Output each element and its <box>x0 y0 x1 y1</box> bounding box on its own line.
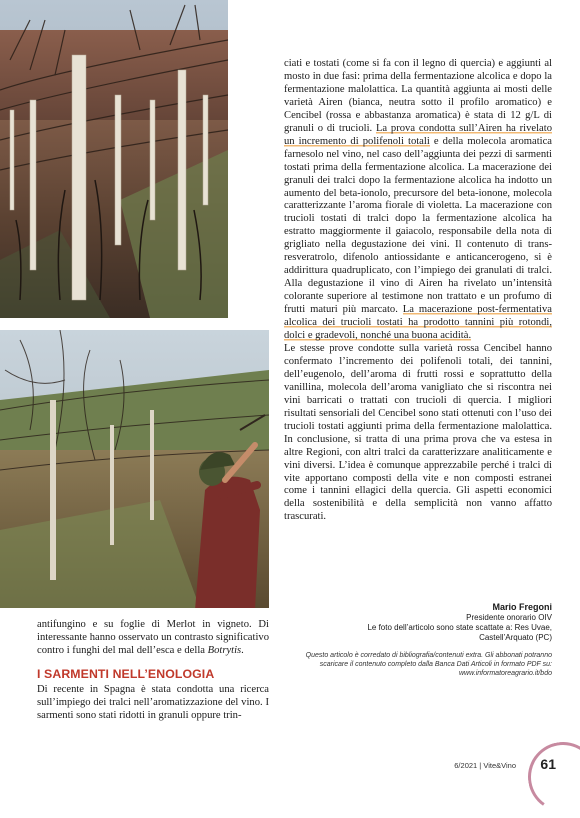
highlight-macerazione: La macerazione post-fermentativa alcolica dei trucioli tostati ha prodotto tannini più rotondi, dolci e gradevoli, nonché una buona acidità. <box>284 304 553 342</box>
highlight-polifenoli: La prova condotta sull’Airen ha rivelato un incremento di polifenoli totali <box>284 122 552 147</box>
botrytis-italic: Botrytis <box>207 645 242 656</box>
author-role: Presidente onorario OIV <box>466 613 552 622</box>
paragraph-spagna: Di recente in Spagna è stata condotta una ricerca sull’impiego dei tralci nell’aromatizzazione del vino. I sarmenti sono stati ridotti in granuli oppure trin- <box>37 684 269 721</box>
photo-credit-line-2: Castell’Arquato (PC) <box>479 633 552 642</box>
paragraph-airen: ciati e tostati (come si fa con il legno di quercia) e aggiunti al mosto in due fasi: prima della fermentazione alcolica e dopo la fermentazione malolattica. La quantità aggiunta ai mosti delle varietà Airen (bianca, neutra sotto il profilo aromatico) e Cencibel (rossa e abbastanza aromatica) è stata di 12 g/L di granuli o di trucioli. La prova condotta sull’Airen ha rivelato un incremento di polifenoli totali e della molecola aromatica farnesolo nel vino, nel caso dell’aggiunta dei pezzi di sarmenti tostati prima della fermentazione alcolica. La macerazione dei granuli dei tralci dopo la fermentazione alcolica ha indotto un aumento del beta-ionolo, precursore del beta-ionone, molecola caratterizzante l’aroma fiorale di violetta. La macerazione con trucioli tostati di tralci dopo la fermentazione alcolica ha estratto maggiormente il gaiacolo, responsabile della nota di grigliato nella degustazione dei vini. Il contenuto di trans-resveratrolo, difenolo antiossidante e anticancerogeno, si è addirittura quadruplicato, con l’impiego dei granulati di tralci. Alla degustazione il vino di Airen ha rivelato un’intensità colorante superiore al testimone non trattato e un profumo di frutti maturi più marcato. La macerazione post-fermentativa alcolica dei trucioli tostati ha prodotto tannini più rotondi, dolci e gradevoli, nonché una buona acidità. <box>284 58 553 342</box>
article-right-column <box>284 58 552 524</box>
photo-credit-line-1: Le foto dell’articolo sono state scattate a: Res Uvae, <box>367 623 552 632</box>
photo-vineyard-posts <box>0 0 228 318</box>
author-block <box>284 602 552 678</box>
section-title-sarmenti: I SARMENTI NELL’ENOLOGIA <box>37 667 215 681</box>
article-left-column <box>37 618 269 722</box>
extra-content-note: Questo articolo è corredato di bibliografia/contenuti extra. Gli abbonati potranno scaricare il contenuto completo dalla Banca Dati Articoli in formato PDF su: www.informatoreagrario.it/bdo <box>305 652 552 677</box>
decorative-arc <box>522 736 580 817</box>
page-number: 61 <box>540 756 556 772</box>
footer-issue: 6/2021 | Vite&Vino <box>454 761 516 770</box>
photo-pruning-worker <box>0 330 269 608</box>
author-name: Mario Fregoni <box>492 602 552 612</box>
paragraph-antifungino: antifungino e su foglie di Merlot in vigneto. Di interessante hanno osservato un contrasto significativo contro i funghi del mal dell’esca e della Botrytis. <box>37 619 269 656</box>
paragraph-cencibel: Le stesse prove condotte sulla varietà rossa Cencibel hanno confermato l’incremento dei polifenoli totali, dei tannini, dell’eugenolo, dell’aroma di frutti rossi e soprattutto della vanillina, molecola dell’aroma vanigliato che si riscontra nei vini barricati o trattati con trucioli di quercia. I migliori risultati sensoriali del Cencibel sono stati ottenuti con l’uso dei trucioli tostati aggiunti prima della fermentazione malolattica. In conclusione, si tratta di una prima prova che va estesa in altre Regioni, con altri tralci da caratterizzare analiticamente e vini diversi. L’idea è comunque apprezzabile perché i tralci di vite apportano composti della vite e non composti estranei come i tannini ellagici della quercia. Gli aspetti economici della sostenibilità e della semplicità non vanno affatto trascurati. <box>284 342 552 523</box>
